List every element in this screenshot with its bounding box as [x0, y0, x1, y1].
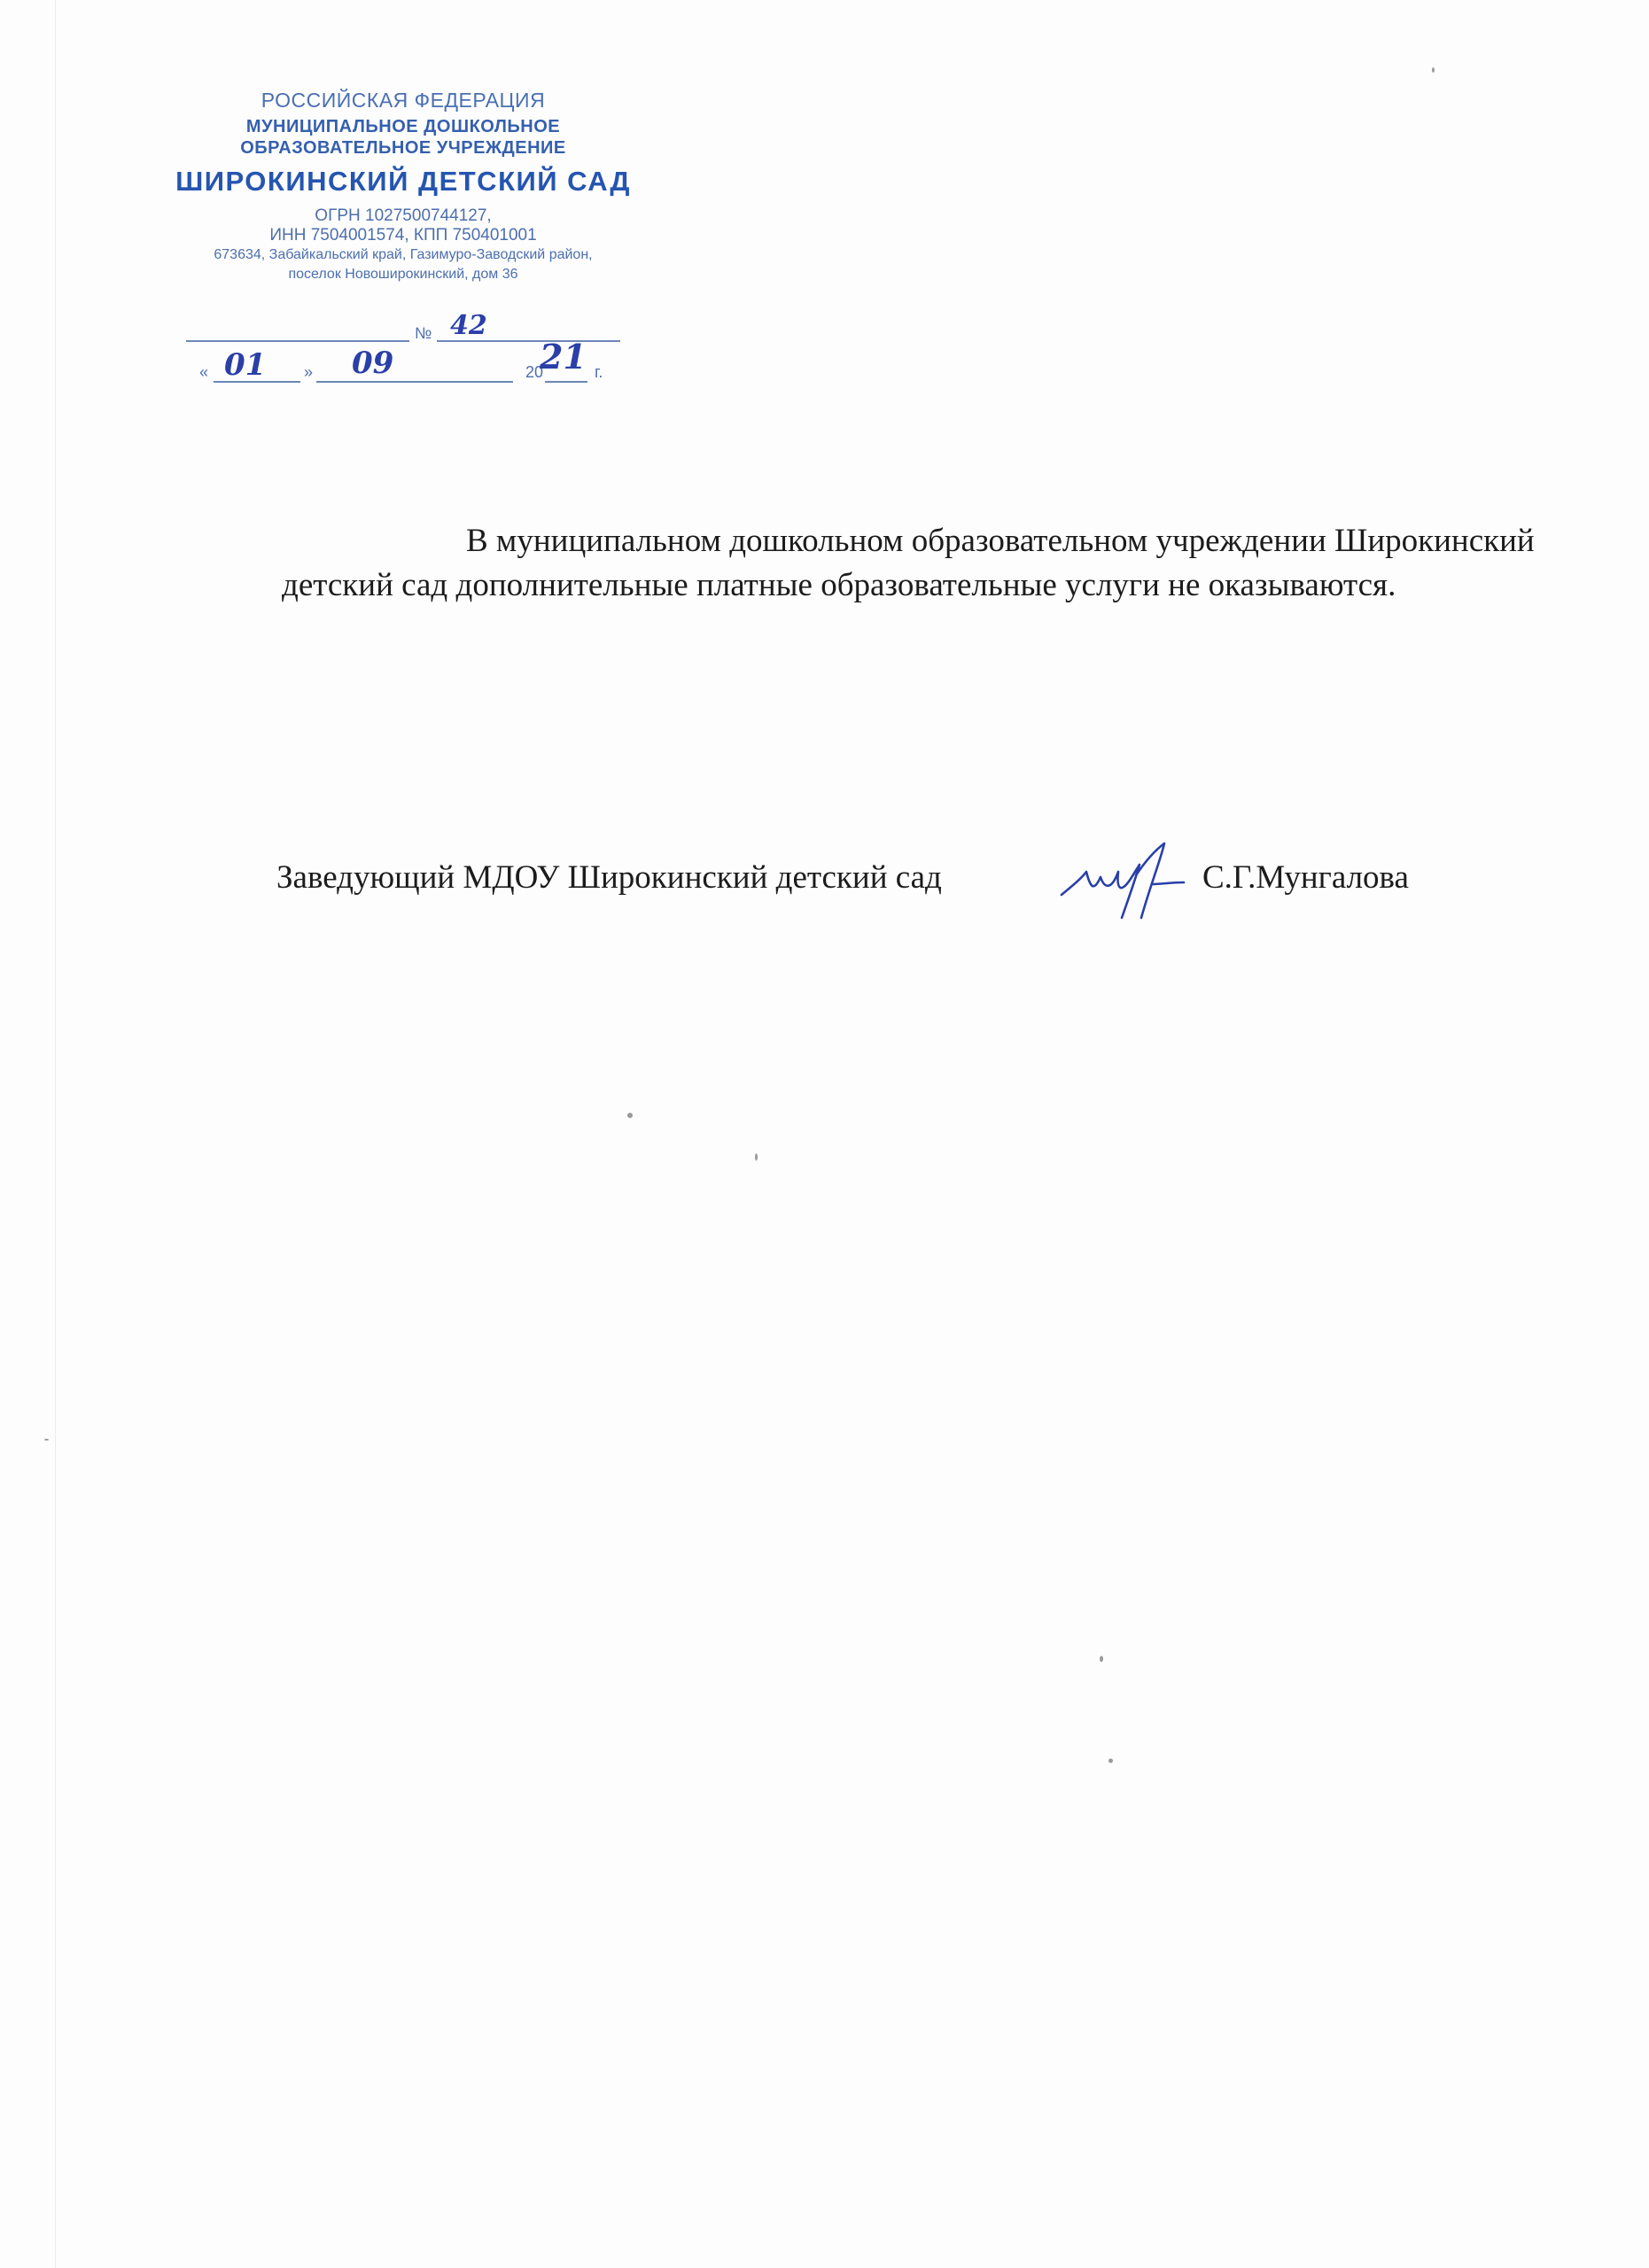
stamp-inn-kpp: ИНН 7504001574, КПП 750401001: [269, 226, 537, 245]
handwritten-signature: [1054, 833, 1214, 930]
stamp-address-line2: поселок Новоширокинский, дом 36: [288, 267, 518, 282]
stamp-country: РОССИЙСКАЯ ФЕДЕРАЦИЯ: [261, 89, 546, 112]
scan-speck: [755, 1153, 758, 1161]
date-month-underline: [316, 381, 513, 383]
signatory-name: С.Г.Мунгалова: [1202, 859, 1409, 896]
scan-speck: [1432, 67, 1435, 73]
scan-edge-line: [55, 0, 56, 2268]
document-body: [282, 519, 1540, 608]
reg-underline-left: [186, 340, 409, 342]
stamp-ogrn: ОГРН 1027500744127,: [315, 206, 492, 225]
scan-speck: [627, 1113, 633, 1118]
year-prefix: 20: [525, 363, 544, 381]
stamp-org-line1: МУНИЦИПАЛЬНОЕ ДОШКОЛЬНОЕ: [245, 117, 561, 136]
date-open-quote: «: [199, 363, 209, 381]
scan-speck: [1108, 1759, 1113, 1763]
date-year-underline: [545, 381, 587, 383]
scan-speck: [1100, 1656, 1103, 1662]
signatory-position: Заведующий МДОУ Широкинский детский сад: [276, 859, 942, 896]
year-suffix-g: г.: [595, 363, 603, 381]
handwritten-month: 09: [352, 346, 394, 381]
stamp-date: [199, 337, 616, 384]
date-close-quote: »: [304, 363, 314, 381]
stamp-org-line2: ОБРАЗОВАТЕЛЬНОЕ УЧРЕЖДЕНИЕ: [240, 138, 566, 158]
handwritten-year: 21: [540, 337, 587, 377]
stamp-org-name: ШИРОКИНСКИЙ ДЕТСКИЙ САД: [175, 166, 631, 197]
organization-stamp: [173, 89, 634, 284]
number-sign: №: [415, 324, 432, 342]
handwritten-number: 42: [450, 310, 487, 341]
body-paragraph: В муниципальном дошкольном образовательном учреждении Широкинский детский сад дополнительные платные образовательные услуги не оказываются.: [282, 523, 1535, 603]
handwritten-day: 01: [224, 347, 267, 383]
stamp-address-line1: 673634, Забайкальский край, Газимуро-Заводский район,: [214, 247, 593, 262]
scan-speck: [44, 1439, 49, 1441]
